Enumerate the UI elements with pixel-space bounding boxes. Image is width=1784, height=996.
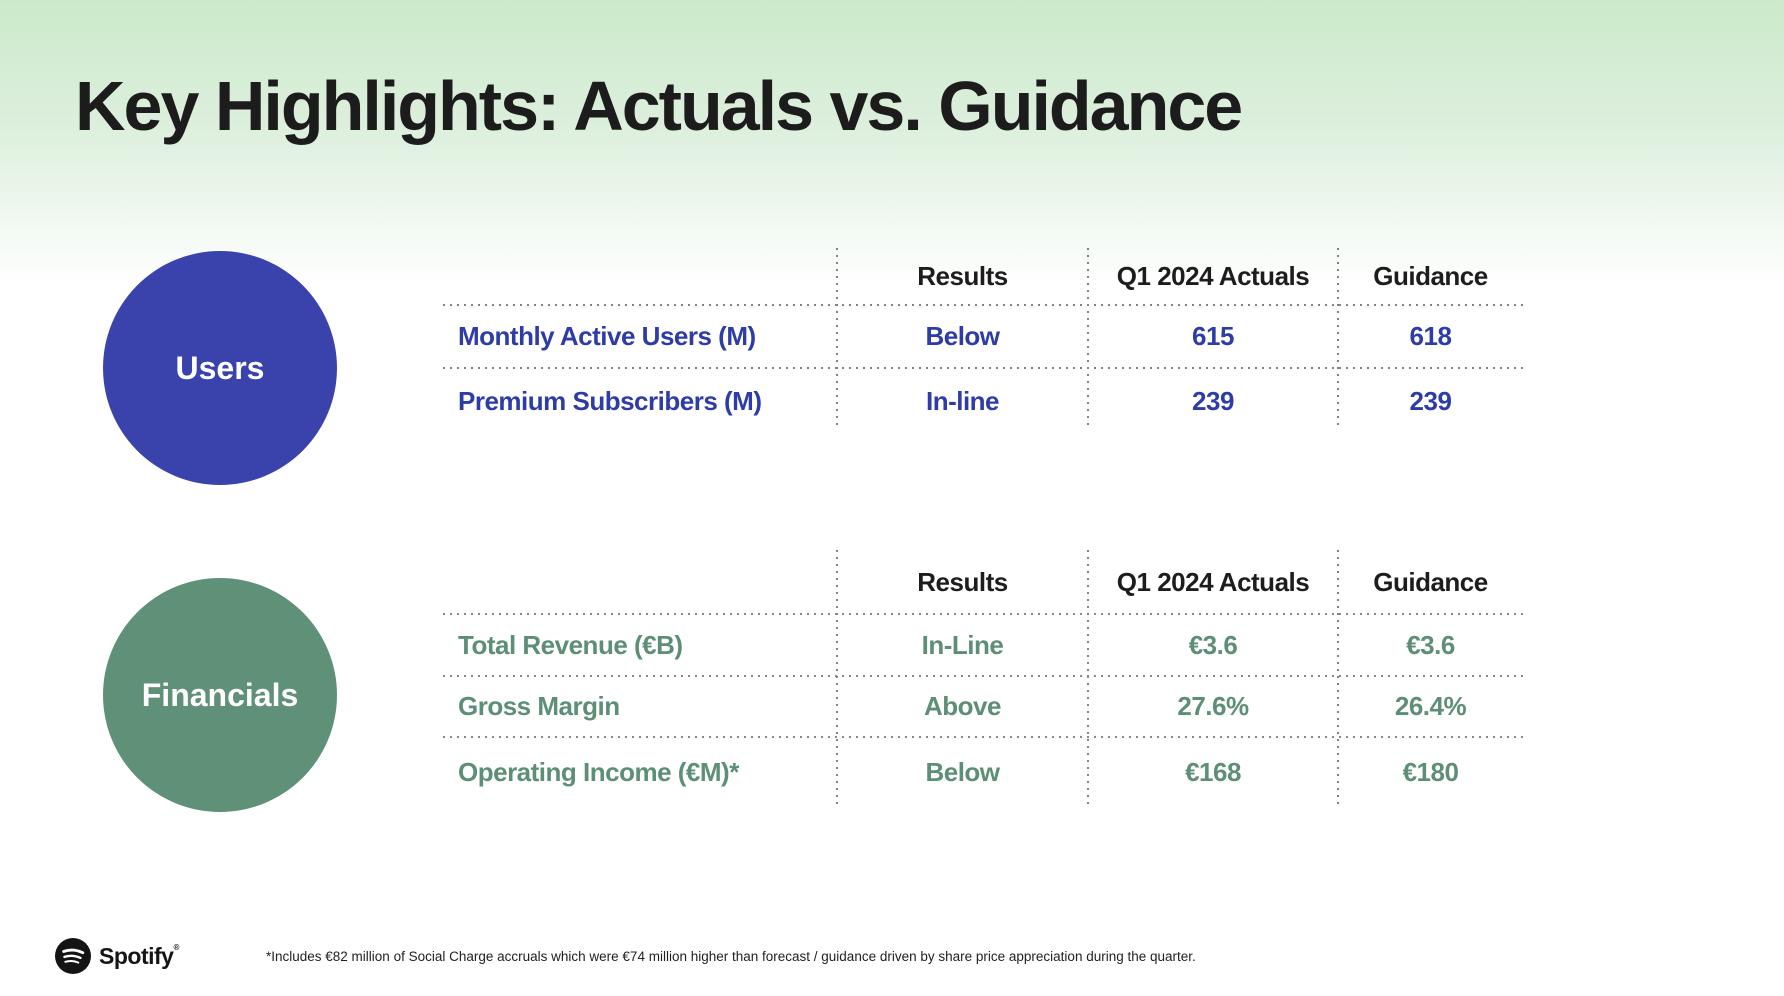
financials-row-label: Total Revenue (€B) [458,629,683,660]
registered-mark: ® [173,942,179,952]
users-header-results: Results [917,261,1008,291]
users-column-divider [1337,248,1339,430]
financials-badge [103,578,337,812]
users-column-divider [1087,248,1089,430]
users-row-actual: 239 [1192,386,1234,416]
financials-row-divider [443,613,1523,615]
users-badge [103,251,337,485]
financials-row-label: Gross Margin [458,691,620,721]
users-row-label: Monthly Active Users (M) [458,321,756,351]
users-row-divider [443,304,1523,306]
users-header-spacer [443,248,837,305]
financials-row-actual: 27.6% [1177,691,1249,721]
financials-table [443,550,1523,807]
financials-row-result: Above [924,691,1001,721]
financials-column-divider [1337,550,1339,807]
financials-header-actuals: Q1 2024 Actuals [1116,566,1310,597]
financials-row-actual: €168 [1185,756,1241,787]
users-header-guidance: Guidance [1373,261,1488,291]
users-row-guidance: 239 [1409,386,1452,416]
financials-row-guidance: 26.4% [1394,691,1467,721]
financials-row-result: Below [925,756,1000,787]
financials-column-divider [836,550,838,807]
users-row-result: Below [925,321,1000,351]
financials-row-label: Operating Income (€M)* [458,756,739,787]
users-row-result: In-line [925,386,1000,416]
users-badge-label: Users [175,349,265,386]
financials-row-result: In-Line [921,629,1004,660]
users-column-divider [836,248,838,430]
financials-row-divider [443,736,1523,738]
spotify-icon [55,938,91,974]
footnote: *Includes €82 million of Social Charge accruals which were €74 million higher than forecast / guidance driven by share price appreciation during the quarter. [266,949,1196,964]
users-row-actual: 615 [1192,321,1234,351]
financials-badge-label: Financials [141,676,299,713]
spotify-logo [55,938,179,974]
spotify-wordmark: Spotify® [99,942,179,969]
financials-row-guidance: €180 [1402,756,1459,787]
financials-row-actual: €3.6 [1188,629,1238,660]
financials-header-results: Results [917,566,1008,597]
users-table [443,248,1523,435]
page-title: Key Highlights: Actuals vs. Guidance [75,67,1242,145]
users-row-divider [443,367,1523,369]
users-header-actuals: Q1 2024 Actuals [1116,261,1310,291]
users-row-guidance: 618 [1409,321,1452,351]
financials-column-divider [1087,550,1089,807]
financials-header-guidance: Guidance [1373,566,1488,597]
financials-row-divider [443,675,1523,677]
financials-row-guidance: €3.6 [1406,629,1455,660]
users-row-label: Premium Subscribers (M) [458,386,762,416]
financials-header-spacer [443,550,837,614]
